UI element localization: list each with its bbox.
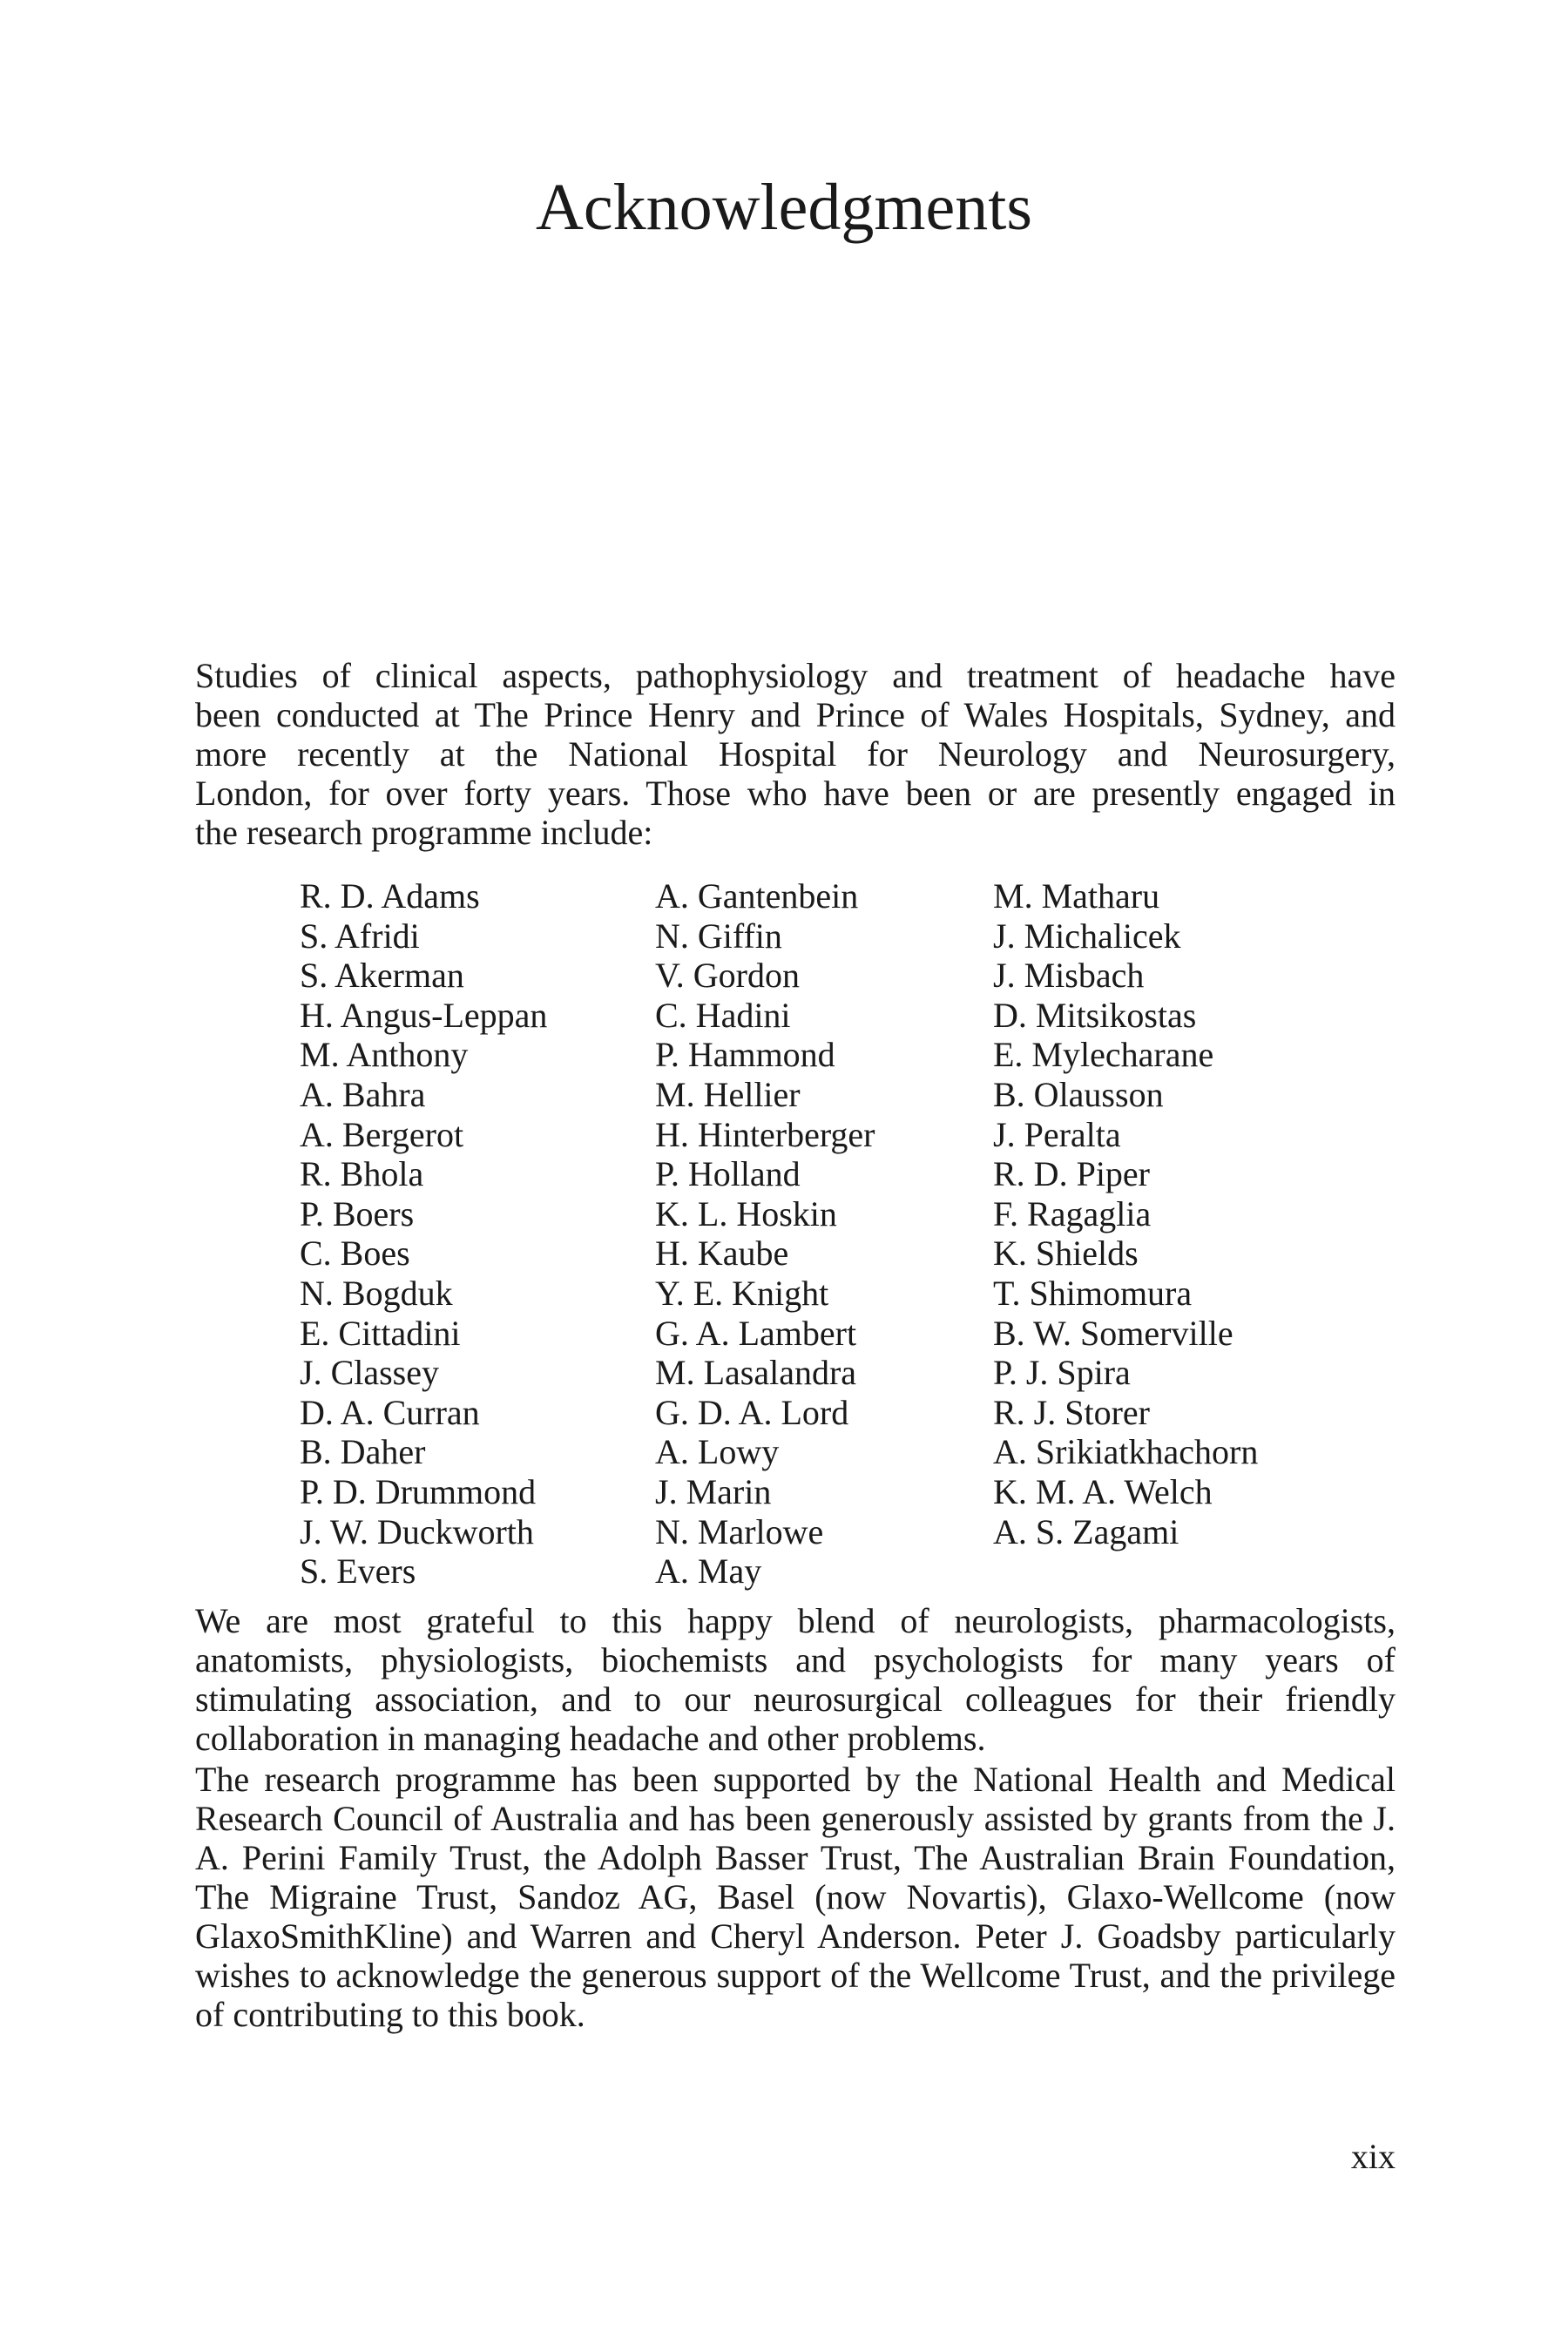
researcher-name: S. Akerman bbox=[300, 956, 464, 996]
researcher-name: M. Anthony bbox=[300, 1035, 469, 1075]
researcher-name: E. Mylecharane bbox=[993, 1035, 1214, 1075]
support-paragraph: The research programme has been supported by the National Health and Medical Research Council of Australia and has been generously assisted by grants from the J. A. Perini Family Trust, the Adolph Basser Trust, The Australian Brain Foundation, The Migraine Trust, Sandoz AG, Basel (now Novartis), Glaxo-Wellcome (now GlaxoSmithKline) and Warren and Cheryl Anderson. Peter J. Goadsby particularly wishes to acknowledge the generous support of the Wellcome Trust, and the privilege of contributing to this book. bbox=[195, 1760, 1396, 2034]
researcher-name: J. Peralta bbox=[993, 1114, 1121, 1154]
researcher-name: M. Hellier bbox=[655, 1074, 801, 1114]
researcher-name: A. Lowy bbox=[655, 1432, 780, 1472]
name-column-2 bbox=[655, 876, 875, 1592]
researcher-name: K. Shields bbox=[993, 1233, 1139, 1274]
researcher-name: E. Cittadini bbox=[300, 1313, 461, 1353]
closing-paragraphs bbox=[195, 1601, 1396, 2034]
researcher-name: P. J. Spira bbox=[993, 1353, 1131, 1393]
researcher-name: D. Mitsikostas bbox=[993, 995, 1197, 1035]
name-column-3 bbox=[993, 876, 1258, 1551]
page-title: Acknowledgments bbox=[536, 171, 1032, 244]
intro-paragraph bbox=[195, 656, 1396, 852]
researcher-name: A. Srikiatkhachorn bbox=[993, 1432, 1259, 1472]
researcher-name: H. Kaube bbox=[655, 1233, 789, 1274]
researcher-name: K. L. Hoskin bbox=[655, 1193, 837, 1233]
researcher-name: J. Marin bbox=[655, 1471, 772, 1511]
researcher-name: R. D. Piper bbox=[993, 1154, 1150, 1194]
researcher-name: P. Holland bbox=[655, 1154, 801, 1194]
researcher-name: G. A. Lambert bbox=[655, 1313, 857, 1353]
researcher-name: M. Matharu bbox=[993, 876, 1160, 916]
researcher-name: P. Hammond bbox=[655, 1035, 835, 1075]
intro-line: been conducted at The Prince Henry and Prince of Wales Hospitals, Sydney, and bbox=[195, 695, 1396, 734]
researcher-name: J. Michalicek bbox=[993, 916, 1181, 956]
researcher-name: J. Misbach bbox=[993, 956, 1145, 996]
researcher-name: P. Boers bbox=[300, 1193, 415, 1233]
researcher-name: R. J. Storer bbox=[993, 1392, 1150, 1432]
researcher-name: A. Bahra bbox=[300, 1074, 426, 1114]
researcher-name: G. D. A. Lord bbox=[655, 1392, 849, 1432]
researcher-name: A. S. Zagami bbox=[993, 1511, 1179, 1551]
researcher-name: J. Classey bbox=[300, 1353, 439, 1393]
researcher-name: P. D. Drummond bbox=[300, 1471, 537, 1511]
researcher-name: R. Bhola bbox=[300, 1154, 424, 1194]
grateful-paragraph: We are most grateful to this happy blend of neurologists, pharmacologists, anatomists, physiologists, biochemists and psychologists for many years of stimulating association, and to our neurosurgical colleagues for their friendly collaboration in managing headache and other problems. bbox=[195, 1601, 1396, 1758]
page-number: xix bbox=[1350, 2137, 1396, 2176]
researcher-name: N. Bogduk bbox=[300, 1273, 453, 1313]
researcher-name: C. Boes bbox=[300, 1233, 410, 1274]
researcher-name: A. Bergerot bbox=[300, 1114, 464, 1154]
researcher-name: B. W. Somerville bbox=[993, 1313, 1233, 1353]
researcher-name: T. Shimomura bbox=[993, 1273, 1193, 1313]
researcher-name: B. Daher bbox=[300, 1432, 426, 1472]
intro-line: London, for over forty years. Those who have been or are presently engaged in bbox=[195, 774, 1396, 813]
researcher-name: A. Gantenbein bbox=[655, 876, 859, 916]
researcher-name: F. Ragaglia bbox=[993, 1193, 1152, 1233]
researcher-name: V. Gordon bbox=[655, 956, 800, 996]
researcher-name: K. M. A. Welch bbox=[993, 1471, 1213, 1511]
researcher-name: M. Lasalandra bbox=[655, 1353, 857, 1393]
researcher-name: B. Olausson bbox=[993, 1074, 1164, 1114]
researcher-name: A. May bbox=[655, 1551, 762, 1592]
researcher-name: Y. E. Knight bbox=[655, 1273, 829, 1313]
researcher-name: R. D. Adams bbox=[300, 876, 480, 916]
intro-line: Studies of clinical aspects, pathophysiology and treatment of headache have bbox=[195, 656, 1396, 695]
researcher-name: C. Hadini bbox=[655, 995, 791, 1035]
researcher-name: S. Evers bbox=[300, 1551, 416, 1592]
researcher-name: S. Afridi bbox=[300, 916, 420, 956]
researcher-name: J. W. Duckworth bbox=[300, 1511, 534, 1551]
researcher-name: N. Marlowe bbox=[655, 1511, 824, 1551]
researcher-name: D. A. Curran bbox=[300, 1392, 480, 1432]
researcher-name: N. Giffin bbox=[655, 916, 782, 956]
name-column-1 bbox=[300, 876, 547, 1592]
researcher-name: H. Angus-Leppan bbox=[300, 995, 548, 1035]
intro-line: more recently at the National Hospital for Neurology and Neurosurgery, bbox=[195, 734, 1396, 774]
researcher-name: H. Hinterberger bbox=[655, 1114, 875, 1154]
intro-line: the research programme include: bbox=[195, 813, 653, 852]
